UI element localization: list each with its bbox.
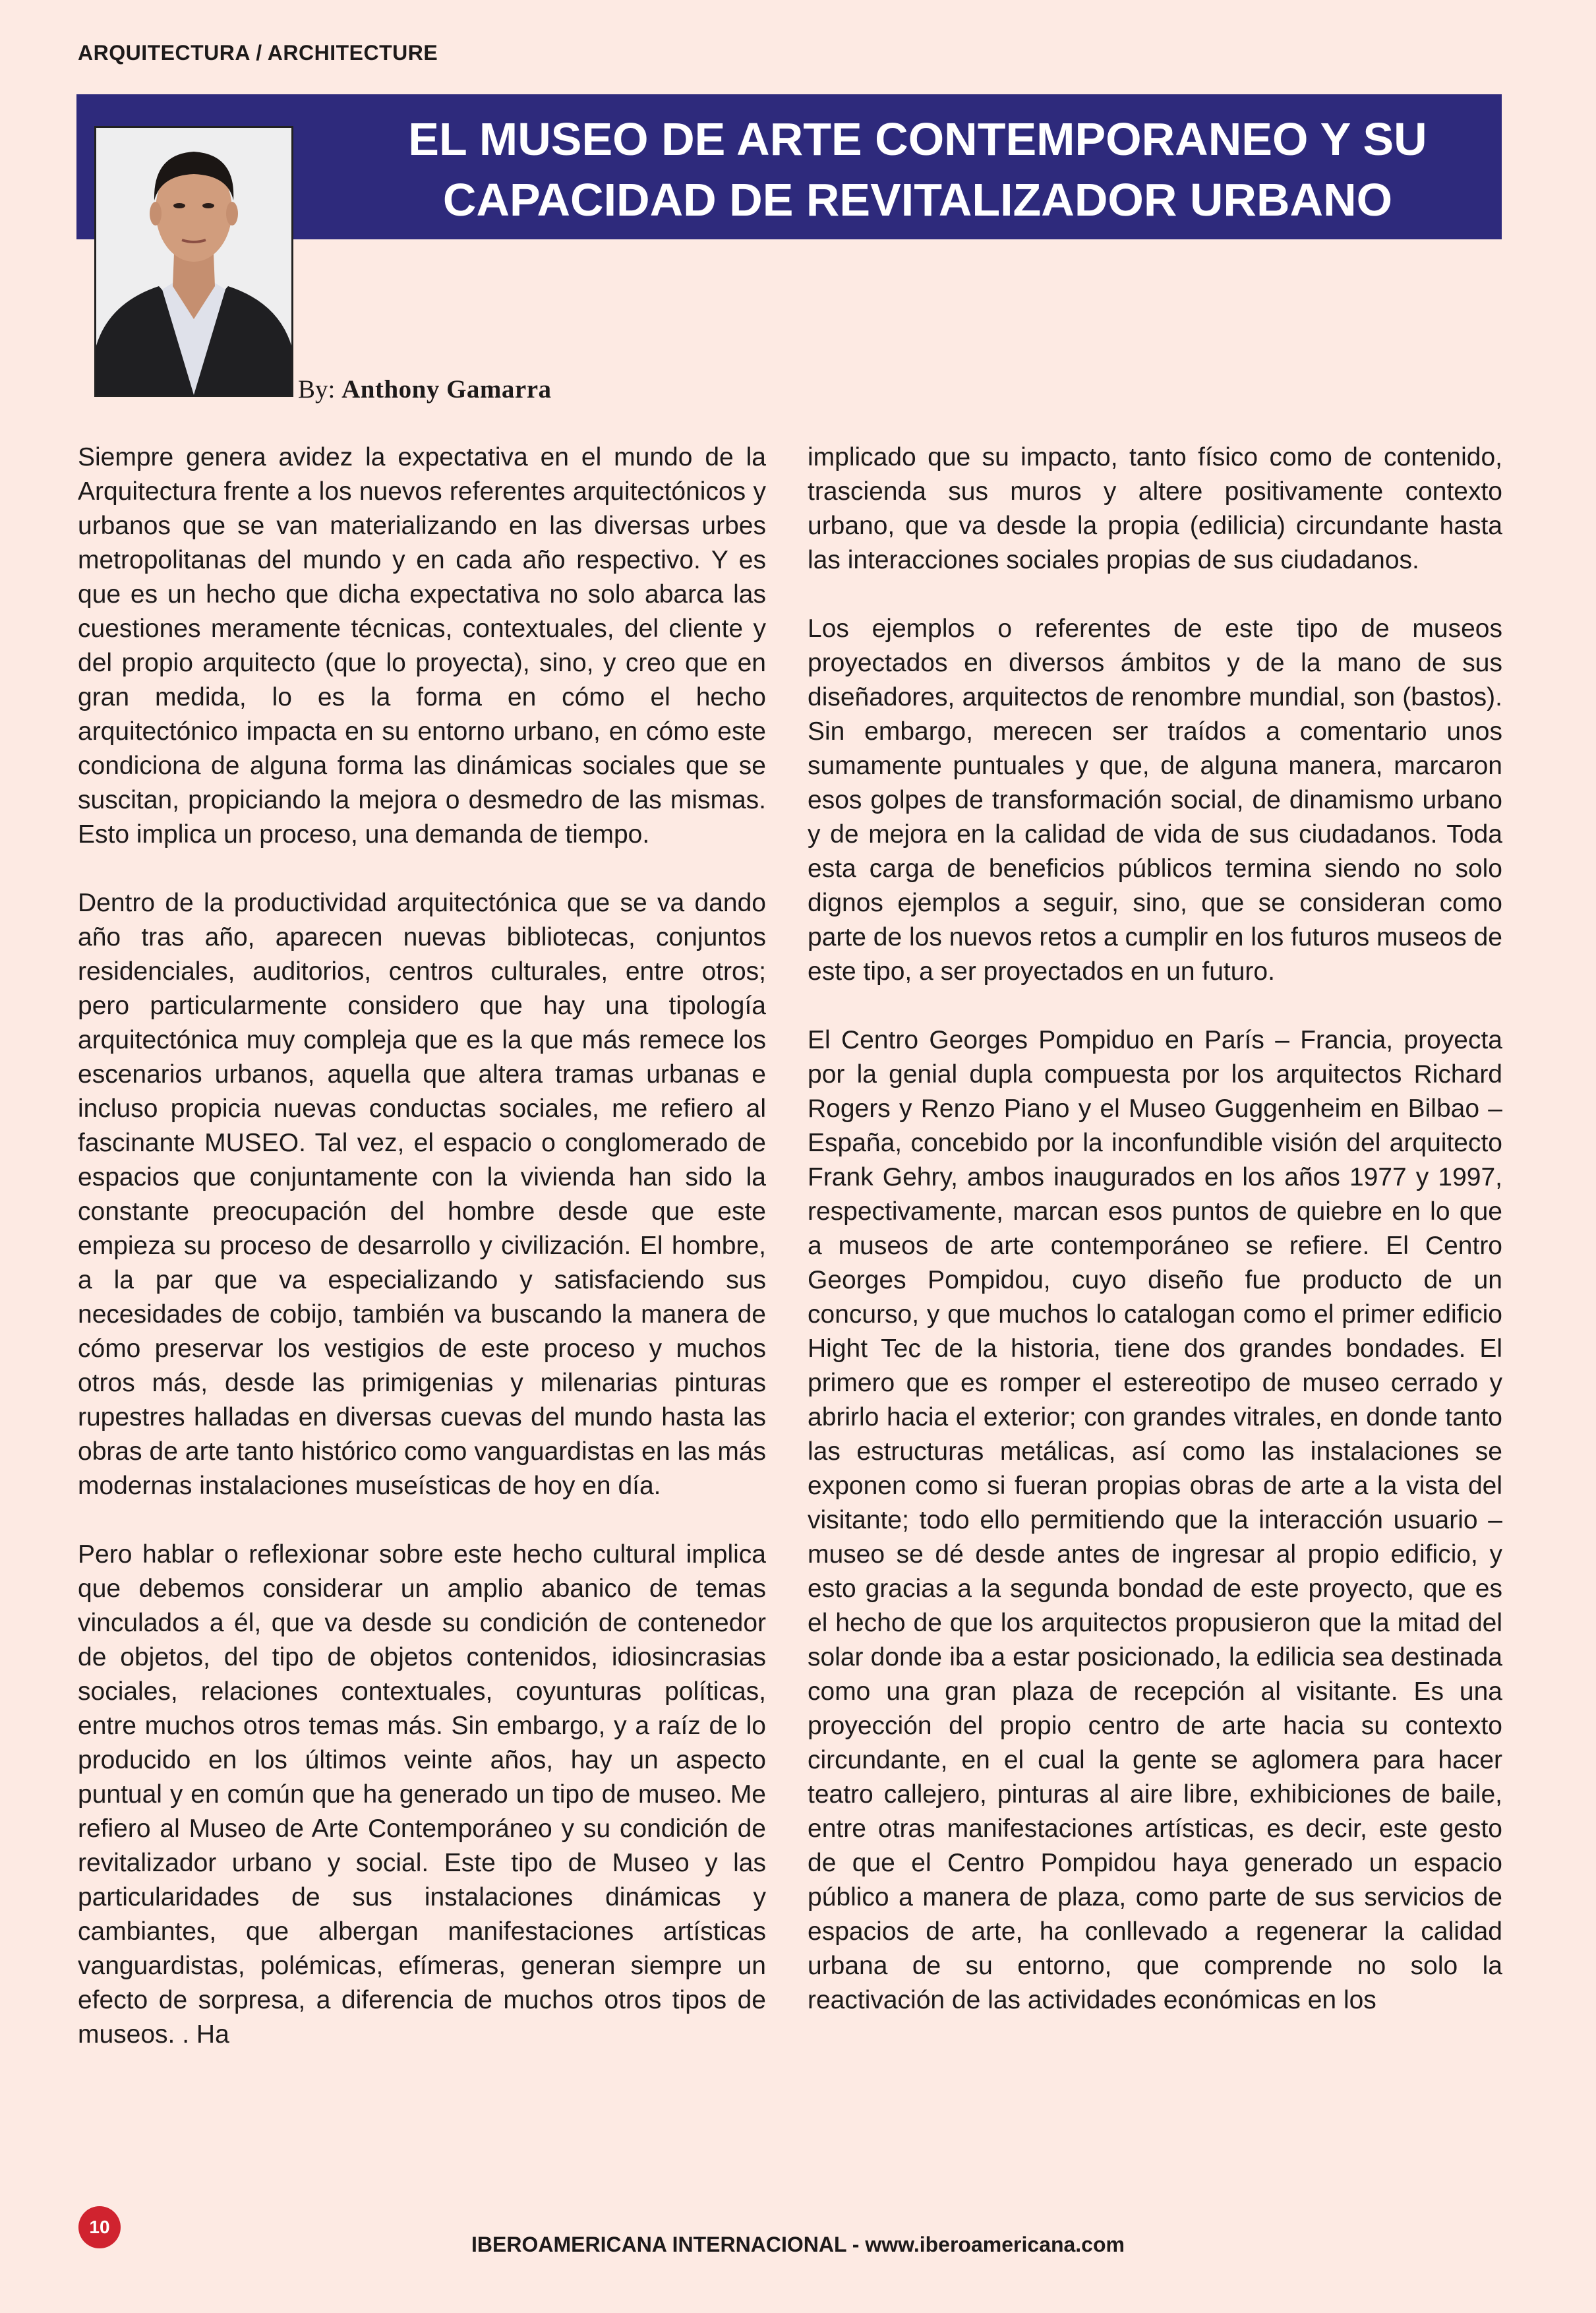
page-number-badge: 10: [78, 2206, 121, 2248]
paragraph: El Centro Georges Pompiduo en París – Francia, proyecta por la genial dupla compuesta por los arquitectos Richard Rogers y Renzo Piano y el Museo Guggenheim en Bilbao – España, concebido por la inconfundible visión del arquitecto Frank Gehry, ambos inaugurados en los años 1977 y 1997, respectivamente, marcan esos puntos de quiebre en lo que a museos de arte contemporáneo se refiere. El Centro Georges Pompidou, cuyo diseño fue producto de un concurso, y que muchos lo catalogan como el primer edificio Hight Tec de la historia, tiene dos grandes bondades. El primero que es romper el estereotipo de museo cerrado y abrirlo hacia el exterior; con grandes vitrales, en donde tanto las estructuras metálicas, así como las instalaciones se exponen como si fueran propias obras de arte a la vista del visitante; todo ello permitiendo que la interacción usuario – museo se dé desde antes de ingresar al propio edificio, y esto gracias a la segunda bondad de este proyecto, que es el hecho de que los arquitectos propusieron que la mitad del solar donde iba a estar posicionado, la edilicia sea destinada como una gran plaza de recepción al visitante. Es una proyección del propio centro de arte hacia su contexto circundante, en el cual la gente se aglomera para hacer teatro callejero, pinturas al aire libre, exhibiciones de baile, entre otras manifestaciones artísticas, es decir, este gesto de que el Centro Pompidou haya generado un espacio público a manera de plaza, como parte de sus servicios de espacios de arte, ha conllevado a regenerar la calidad urbana de su entorno, que comprende no solo la reactivación de las actividades económicas en los: [808, 1026, 1502, 2014]
title-line-2: CAPACIDAD DE REVITALIZADOR URBANO: [442, 174, 1393, 225]
author-photo: [94, 126, 293, 397]
section-label: ARQUITECTURA / ARCHITECTURE: [78, 41, 438, 65]
byline: [298, 375, 552, 404]
footer-text: IBEROAMERICANA INTERNACIONAL - www.iberoamericana.com: [471, 2233, 1125, 2256]
paragraph: Dentro de la productividad arquitectónica que se va dando año tras año, aparecen nuevas bibliotecas, conjuntos residenciales, auditorios, centros culturales, entre otros; pero particularmente considero que hay una tipología arquitectónica muy compleja que es la que más remece los escenarios urbanos, aquella que altera tramas urbanas e incluso propicia nuevas conductas sociales, me refiero al fascinante MUSEO. Tal vez, el espacio o conglomerado de espacios que conjuntamente con la vivienda han sido la constante preocupación del hombre desde que este empieza su proceso de desarrollo y civilización. El hombre, a la par que va especializando y satisfaciendo sus necesidades de cobijo, también va buscando la manera de cómo preservar los vestigios de este proceso y muchos otros más, desde las primigenias y milenarias pinturas rupestres halladas en diversas cuevas del mundo hasta las obras de arte tanto histórico como vanguardistas en las más modernas instalaciones museísticas de hoy en día.: [78, 889, 766, 1500]
paragraph: Pero hablar o reflexionar sobre este hecho cultural implica que debemos considerar un amplio abanico de temas vinculados a él, que va desde su condición de contenedor de objetos, del tipo de objetos contenidos, idiosincrasias sociales, relaciones contextuales, coyunturas políticas, entre muchos otros temas más. Sin embargo, y a raíz de lo producido en los últimos veinte años, hay un aspecto puntual y en común que ha generado un tipo de museo. Me refiero al Museo de Arte Contemporáneo y su condición de revitalizador urbano y social. Este tipo de Museo y las particularidades de sus instalaciones dinámicas y cambiantes, que albergan manifestaciones artísticas vanguardistas, polémicas, efímeras, generan siempre un efecto de sorpresa, a diferencia de muchos otros tipos de museos. . Ha: [78, 1540, 766, 2049]
author-portrait-icon: [96, 128, 291, 395]
author-name: Anthony Gamarra: [341, 375, 552, 404]
byline-prefix: By:: [298, 375, 336, 404]
article-title: [340, 109, 1495, 230]
left-column: [78, 440, 766, 2052]
paragraph: Siempre genera avidez la expectativa en el mundo de la Arquitectura frente a los nuevos referentes arquitectónicos y urbanos que se van materializando en las diversas urbes metropolitanas del mundo y en cada año respectivo. Y es que es un hecho que dicha expectativa no solo abarca las cuestiones meramente técnicas, contextuales, del cliente y del propio arquitecto (que lo proyecta), sino, y creo que en gran medida, lo es la forma en cómo el hecho arquitectónico impacta en su entorno urbano, en cómo este condiciona de alguna forma las dinámicas sociales que se suscitan, propiciando la mejora o desmedro de las mismas. Esto implica un proceso, una demanda de tiempo.: [78, 443, 766, 849]
right-column: [808, 440, 1502, 2018]
paragraph: implicado que su impacto, tanto físico como de contenido, trascienda sus muros y altere positivamente contexto urbano, que va desde la propia (edilicia) circundante hasta las interacciones sociales propias de sus ciudadanos.: [808, 443, 1502, 574]
title-line-1: EL MUSEO DE ARTE CONTEMPORANEO Y SU: [408, 113, 1427, 165]
paragraph: Los ejemplos o referentes de este tipo de museos proyectados en diversos ámbitos y de la mano de sus diseñadores, arquitectos de renombre mundial, son (bastos). Sin embargo, merecen ser traídos a comentario unos sumamente puntuales y que, de alguna manera, marcaron esos golpes de transformación social, de dinamismo urbano y de mejora en la calidad de vida de sus ciudadanos. Toda esta carga de beneficios públicos termina siendo no solo dignos ejemplos a seguir, sino, que se consideran como parte de los nuevos retos a cumplir en los futuros museos de este tipo, a ser proyectados en un futuro.: [808, 615, 1502, 986]
